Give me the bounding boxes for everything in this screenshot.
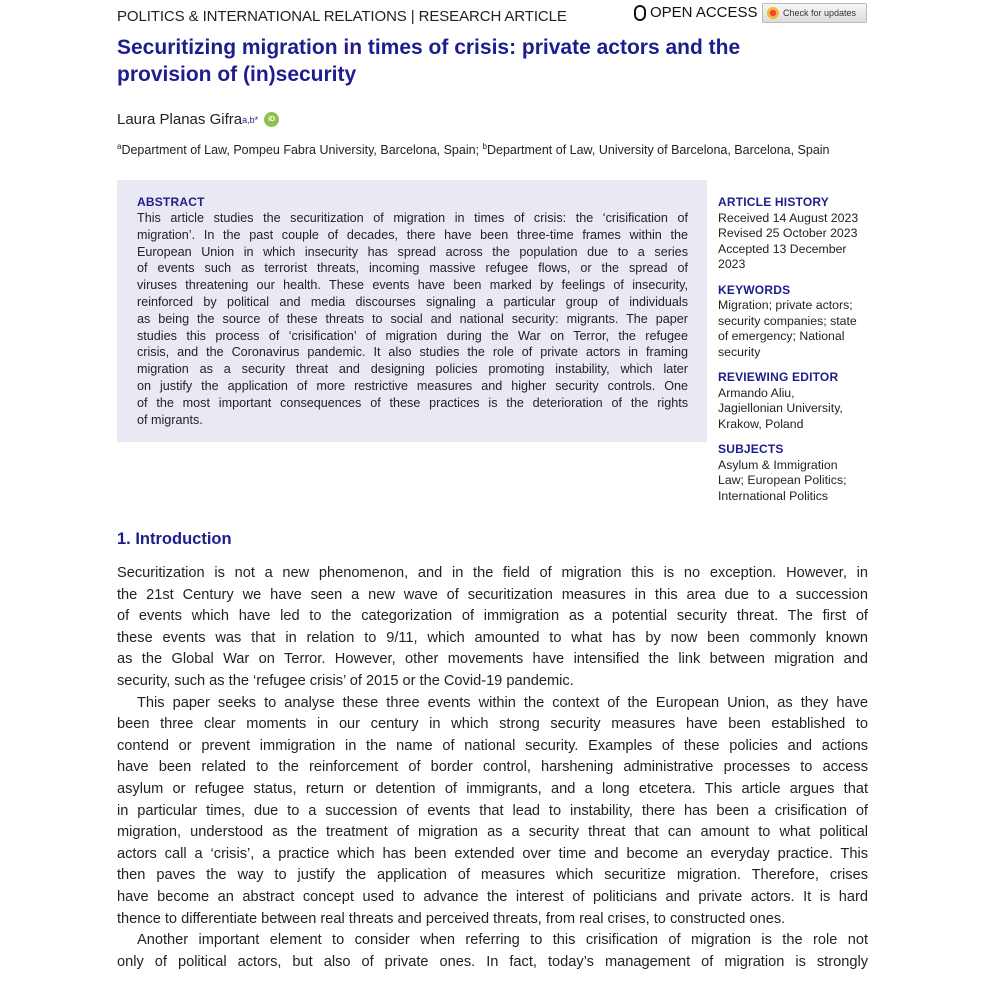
sidebar-heading: SUBJECTS [718, 442, 784, 456]
sidebar-section [718, 283, 878, 361]
paragraph [117, 930, 868, 973]
body-line: migration, understood as the treatment of migration as a security threat that can amount to what political [117, 824, 868, 841]
sidebar-line: Asylum & Immigration [718, 457, 838, 472]
section-heading: 1. Introduction [117, 530, 232, 548]
abstract-line: migration’. In the past couple of decades, there have been three-time frames within the [137, 227, 688, 242]
affil-a: Department of Law, Pompeu Fabra University, Barcelona, Spain; [121, 143, 483, 158]
article-title: Securitizing migration in times of crisis: private actors and the provision of (in)security [117, 36, 741, 86]
sidebar-line: Law; European Politics; [718, 473, 847, 487]
sidebar-heading: REVIEWING EDITOR [718, 370, 839, 384]
sidebar-heading: ARTICLE HISTORY [718, 195, 830, 209]
body-line: asylum or refugee status, return or detention of immigrants, and a long etcetera. This article argues that [117, 780, 868, 797]
corresponding-mark[interactable]: * [254, 114, 259, 125]
body-line: security, such as the ‘refugee crisis’ of 2015 or the Covid-19 pandemic. [117, 672, 574, 689]
body-line: have been related to the reinforcement of border control, harshening administrative processes to access [117, 759, 868, 776]
body-line: This paper seeks to analyse these three events within the context of the European Union, as they have [137, 694, 868, 711]
abstract-line: migration as a security threat and designing policies promoting instability, which later [137, 362, 688, 377]
abstract-line: of the most important consequences of these practices is the deterioration of the rights [137, 395, 688, 410]
body-line: Another important element to consider when referring to this crisification of migration is the role not [137, 932, 868, 949]
article-info-sidebar [718, 195, 878, 514]
sidebar-section [718, 442, 878, 504]
body-line: contend or prevent immigration in the name of national security. Examples of these policies and actions [117, 737, 868, 754]
abstract-line: crisis, and the Coronavirus pandemic. It also studies the role of private actors in framing [137, 345, 688, 360]
abstract-text [137, 210, 688, 428]
affil-b: Department of Law, University of Barcelona, Barcelona, Spain [486, 143, 830, 158]
abstract-heading: ABSTRACT [137, 195, 205, 209]
abstract-line: as being the source of these threats to social and national security: migrants. The paper [137, 311, 688, 326]
paragraph [117, 563, 868, 693]
abstract-line: European Union in which insecurity has spread across the population due to a series [137, 244, 688, 259]
abstract-line: reinforced by political and media discourses signaling a particular group of individuals [137, 294, 688, 309]
abstract-line: of events such as terrorist threats, incoming massive refugee flows, or the spread of [137, 261, 688, 276]
body-line: then paves the way to justify the application of measures which securitize migration. Therefore, crises [117, 867, 868, 884]
abstract-line: on justify the application of more restrictive measures and higher security controls. One [137, 378, 688, 393]
body-text [117, 563, 868, 973]
body-line: have become an abstract concept used to advance the interest of politicians and private actors. It is hard [117, 888, 868, 905]
sidebar-line: security [718, 344, 761, 359]
open-access-badge[interactable] [634, 4, 758, 21]
affil-b-sup: b [482, 142, 487, 151]
abstract-line: viruses threatening our health. These events have been marked by feelings of insecurity, [137, 278, 688, 293]
affiliations [117, 142, 830, 157]
sidebar-line: Migration; private actors; [718, 298, 853, 312]
body-line: been three clear moments in our century in which strong security measures have been established to [117, 716, 868, 733]
body-line: these events was that in relation to 9/11, which amounted to what has by now been commonly known [117, 629, 868, 646]
sidebar-line: International Politics [718, 488, 829, 503]
abstract-line: studies this process of ‘crisification’ of migration during the War on Terror, the refugee [137, 328, 688, 343]
check-for-updates-label: Check for updates [783, 8, 857, 18]
body-line: actors call a ‘crisis’, a practice which has been extended over time and become an everyday practice. This [117, 845, 868, 862]
paragraph [117, 693, 868, 931]
sidebar-line: Jagiellonian University, [718, 401, 843, 415]
body-line: the 21st Century we have seen a new wave of securitization measures in this area due to a succession [117, 586, 868, 603]
sidebar-section [718, 370, 878, 432]
author-name[interactable]: Laura Planas Gifra [117, 111, 243, 128]
check-for-updates-button[interactable] [762, 3, 867, 23]
body-line: of events which have led to the categorization of immigration as a potential security threat. The first of [117, 608, 868, 625]
sidebar-heading: KEYWORDS [718, 282, 791, 297]
sidebar-line: Received 14 August 2023 [718, 210, 859, 225]
body-line: as the Global War on Terror. However, other movements have intensified the link between migration and [117, 651, 868, 668]
body-line: in particular times, due to a succession of events that lead to instability, there has been a crisification of [117, 802, 868, 819]
sidebar-line: 2023 [718, 257, 746, 271]
sidebar-line: security companies; state [718, 313, 857, 328]
affil-a-sup: a [117, 142, 122, 151]
sidebar-line: Armando Aliu, [718, 385, 795, 400]
open-lock-icon [634, 5, 646, 21]
sidebar-line: Revised 25 October 2023 [718, 226, 858, 240]
body-line: only of political actors, but also of private ones. In fact, today’s management of migration is strongly [117, 953, 868, 970]
author [117, 111, 279, 128]
sidebar-line: of emergency; National [718, 329, 845, 343]
journal-section-label: POLITICS & INTERNATIONAL RELATIONS | RESEARCH ARTICLE [117, 8, 567, 25]
open-access-label: OPEN ACCESS [650, 4, 758, 21]
abstract-line: of migrants. [137, 412, 203, 427]
sidebar-line: Accepted 13 December [718, 241, 847, 256]
body-line: Securitization is not a new phenomenon, and in the field of migration this is no exception. However, in [117, 565, 868, 581]
sidebar-line: Krakow, Poland [718, 416, 804, 431]
sidebar-section [718, 195, 878, 273]
body-line: thence to differentiate between real threats and perceived threats, from real crises, to constructed ones. [117, 910, 786, 927]
orcid-icon[interactable]: iD [264, 112, 279, 127]
abstract-line: This article studies the securitization of migration in times of crisis: the ‘crisification of [137, 211, 688, 225]
author-affil-sup[interactable]: a,b [242, 114, 255, 125]
crossmark-icon [767, 7, 779, 19]
